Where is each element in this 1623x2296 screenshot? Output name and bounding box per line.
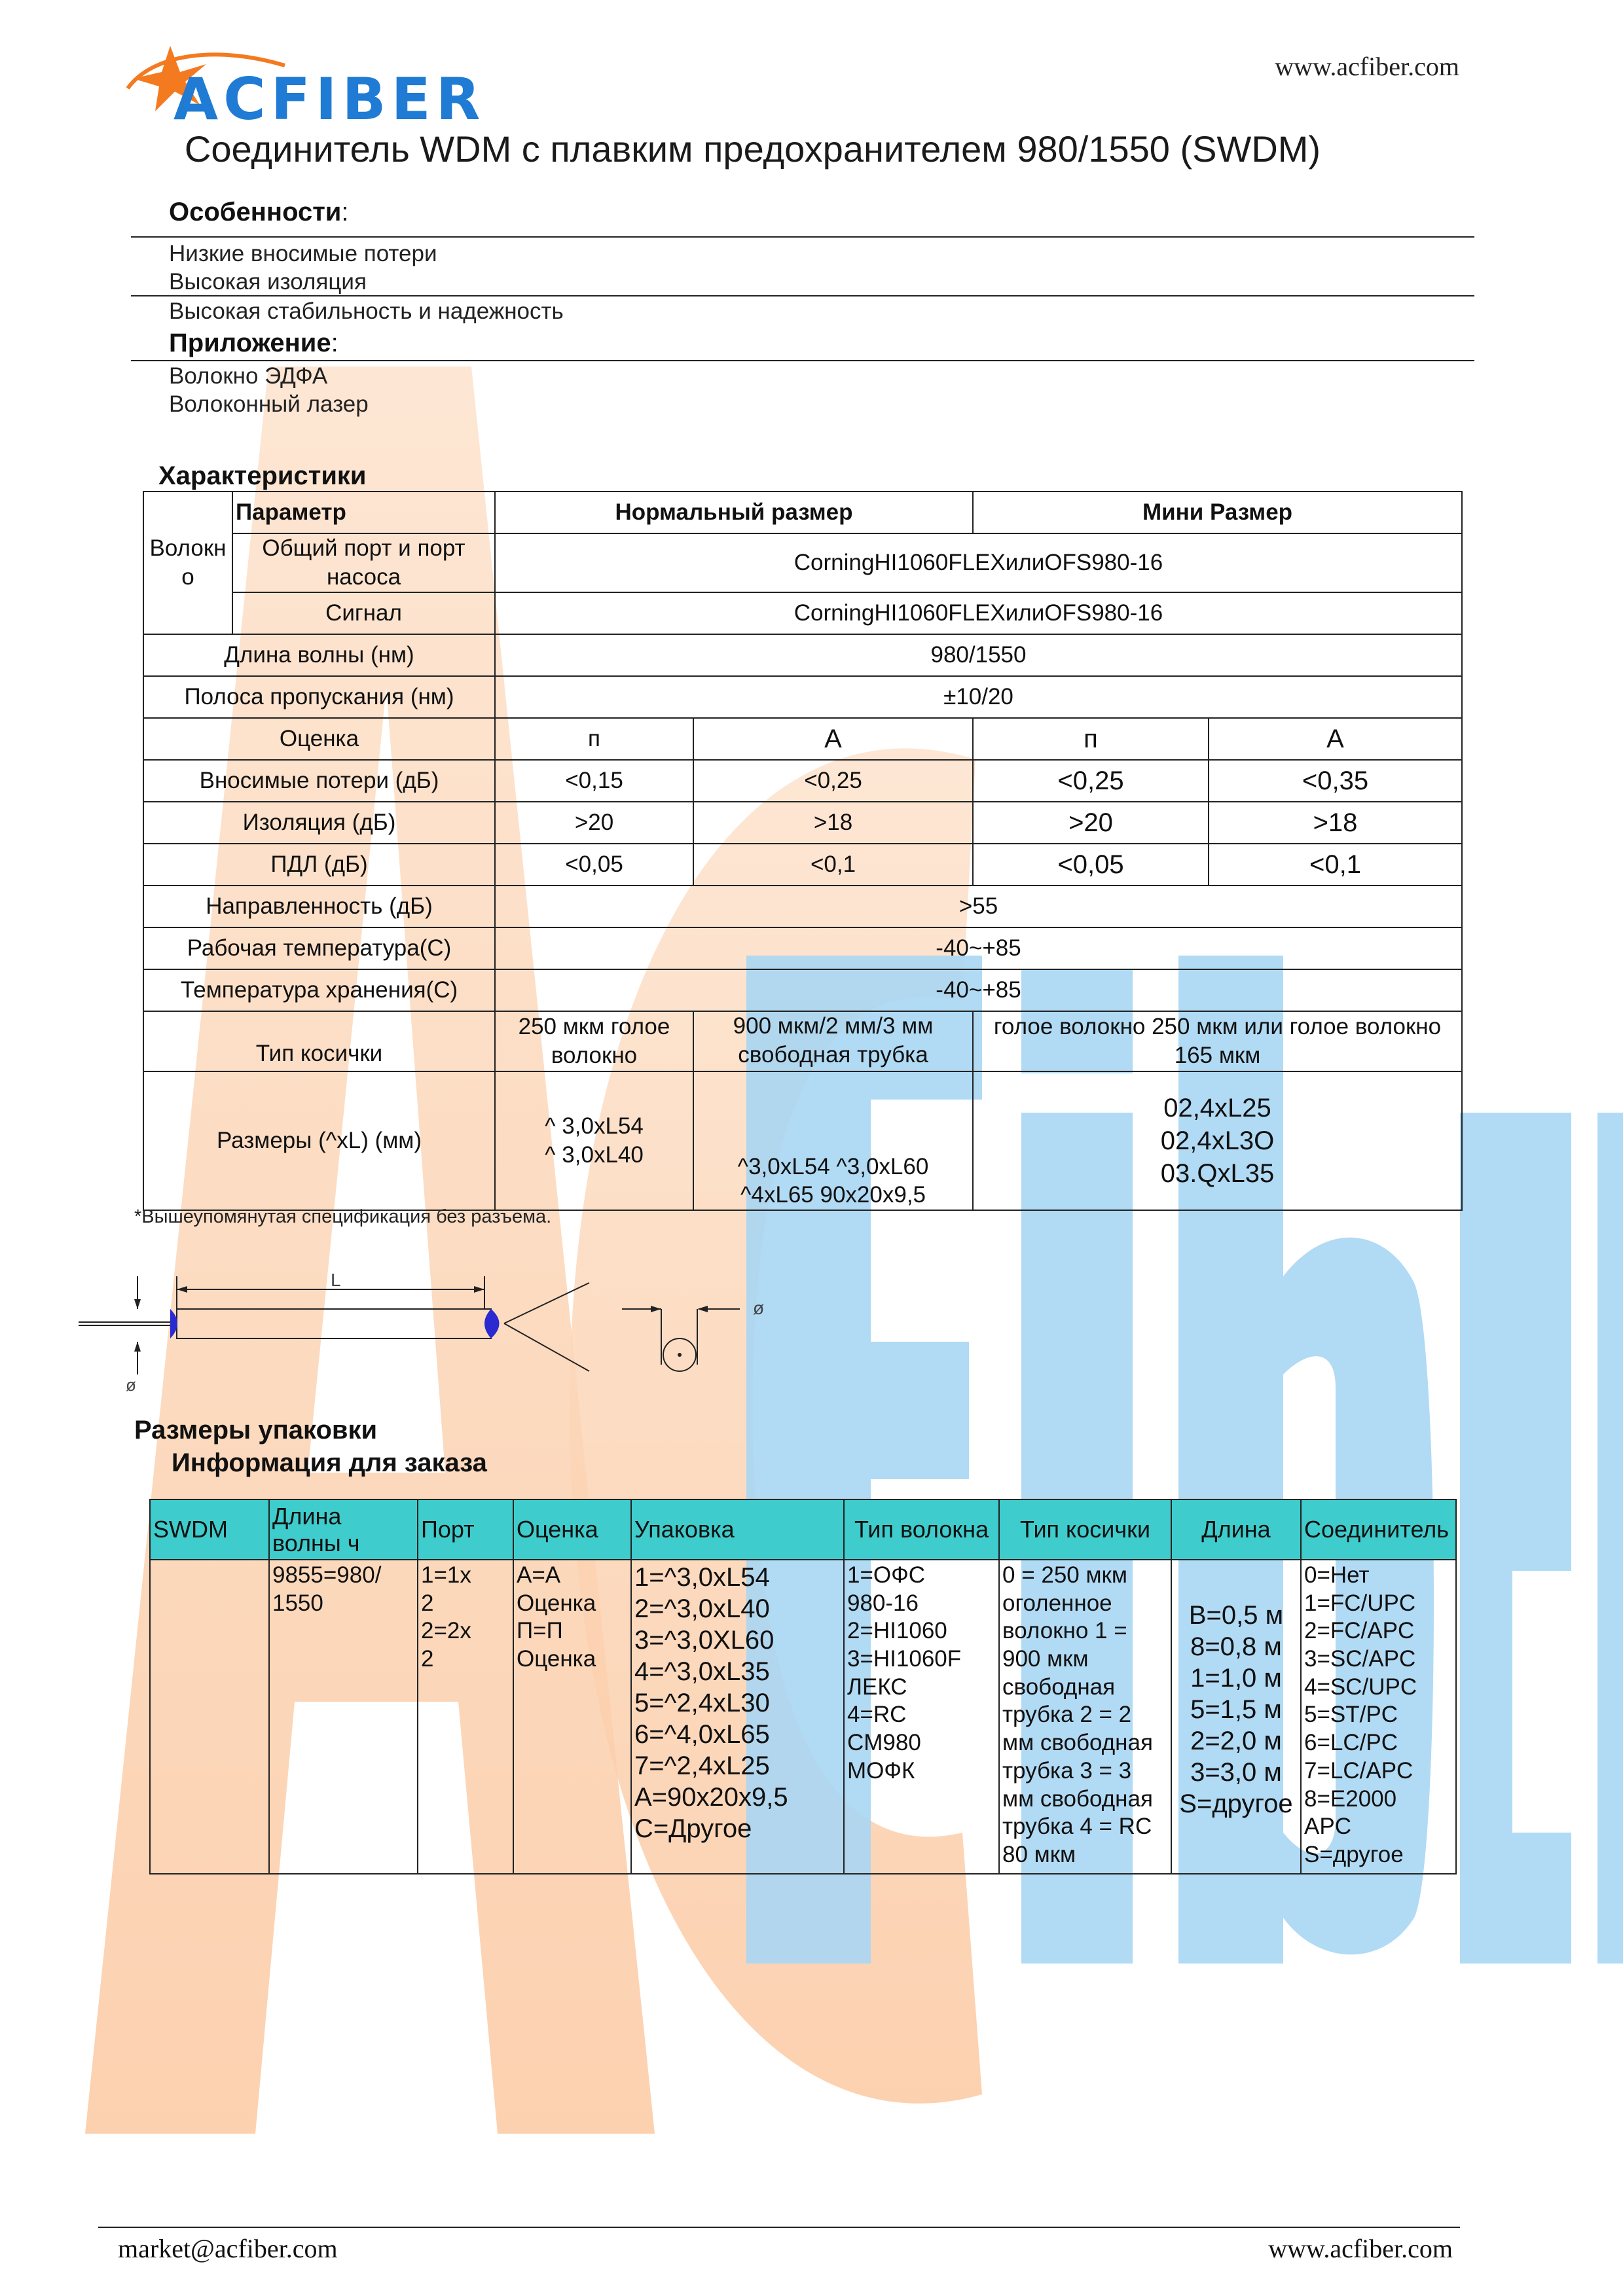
option-line: 1550 xyxy=(272,1590,323,1616)
order-header-port: Порт xyxy=(418,1499,513,1560)
option-line: мм свободная xyxy=(1002,1730,1153,1756)
insertion-loss-value: <0,25 xyxy=(973,760,1209,802)
option-line: 3=^3,0XL60 xyxy=(634,1626,775,1655)
order-header-package: Упаковка xyxy=(631,1499,844,1560)
option-line: волокно 1 = xyxy=(1002,1618,1127,1644)
option-line: А=90x20x9,5 xyxy=(634,1783,788,1812)
order-header-pigtail-type: Тип косички xyxy=(999,1499,1171,1560)
insertion-loss-label: Вносимые потери (дБ) xyxy=(143,760,495,802)
option-line: 7=LC/APC xyxy=(1304,1757,1413,1784)
pigtail-value: 900 мкм/2 мм/3 мм свободная трубка xyxy=(693,1011,973,1071)
order-connector-options xyxy=(1301,1560,1456,1874)
option-line: 8=E2000 xyxy=(1304,1785,1397,1812)
option-line: 0 = 250 мкм xyxy=(1002,1562,1127,1588)
spec-table xyxy=(143,491,1463,1211)
feature-item: Низкие вносимые потери xyxy=(169,241,437,266)
pdl-value: <0,1 xyxy=(1209,844,1462,886)
application-item: Волоконный лазер xyxy=(169,391,369,417)
pdl-value: <0,05 xyxy=(495,844,693,886)
spec-heading: Характеристики xyxy=(158,461,367,490)
signal-label: Сигнал xyxy=(232,592,495,634)
isolation-label: Изоляция (дБ) xyxy=(143,802,495,844)
spec-note: *Вышеупомянутая спецификация без разъема. xyxy=(134,1206,552,1227)
option-line: свободная xyxy=(1002,1674,1116,1700)
option-line: 2=^3,0xL40 xyxy=(634,1594,770,1623)
dimensions-value xyxy=(693,1071,973,1210)
grade-label: Оценка xyxy=(143,718,495,760)
option-line: 1=^3,0xL54 xyxy=(634,1563,770,1592)
option-line: CM980 xyxy=(847,1730,921,1756)
grade-value: п xyxy=(973,718,1209,760)
wavelength-label: Длина волны (нм) xyxy=(143,634,495,676)
package-heading: Размеры упаковки xyxy=(134,1416,378,1444)
option-line: 2 xyxy=(421,1646,434,1672)
fiber-label: Волокно xyxy=(143,492,232,634)
option-line: S=другое xyxy=(1179,1789,1293,1818)
order-port-options xyxy=(418,1560,513,1874)
option-line: трубка 3 = 3 xyxy=(1002,1757,1132,1784)
option-line: 6=LC/PC xyxy=(1304,1730,1398,1756)
option-line: 900 мкм xyxy=(1002,1646,1089,1672)
dimensions-value xyxy=(973,1071,1462,1210)
order-header-length: Длина xyxy=(1171,1499,1301,1560)
footer-website[interactable]: www.acfiber.com xyxy=(1268,2234,1453,2263)
coupler-dimension-diagram xyxy=(72,1250,825,1394)
option-line: 2=2,0 м xyxy=(1190,1727,1282,1755)
dimensions-label: Размеры (^xL) (мм) xyxy=(143,1071,495,1210)
dimension-line: 03.QxL35 xyxy=(1160,1159,1275,1188)
operating-temp-value: -40~+85 xyxy=(495,927,1462,969)
bandwidth-label: Полоса пропускания (нм) xyxy=(143,676,495,718)
normal-size-header: Нормальный размер xyxy=(495,492,973,533)
option-line: 2=2x xyxy=(421,1618,471,1644)
ordering-table xyxy=(149,1499,1457,1874)
grade-value: А xyxy=(693,718,973,760)
dimension-line: 02,4xL3O xyxy=(1160,1126,1275,1155)
footer-email[interactable]: market@acfiber.com xyxy=(118,2234,338,2263)
application-heading: Приложение: xyxy=(169,329,338,357)
directivity-value: >55 xyxy=(495,886,1462,927)
option-line: трубка 2 = 2 xyxy=(1002,1702,1132,1728)
common-port-value: CorningHI1060FLEXилиOFS980-16 xyxy=(495,533,1462,592)
isolation-value: >18 xyxy=(1209,802,1462,844)
dimension-line: 02,4xL25 xyxy=(1163,1094,1271,1122)
logo-text: ACFIBER xyxy=(173,65,486,133)
option-line: 1=1x xyxy=(421,1562,471,1588)
option-line: 4=^3,0xL35 xyxy=(634,1657,770,1686)
option-line: 4=SC/UPC xyxy=(1304,1674,1417,1700)
dimension-line: ^4xL65 90x20x9,5 xyxy=(740,1182,926,1208)
bandwidth-value: ±10/20 xyxy=(495,676,1462,718)
storage-temp-label: Температура хранения(C) xyxy=(143,969,495,1011)
option-line: А=А xyxy=(517,1562,561,1588)
divider xyxy=(131,295,1474,296)
wavelength-value: 980/1550 xyxy=(495,634,1462,676)
option-line: 3=HI1060F xyxy=(847,1646,962,1672)
option-line: 7=^2,4xL25 xyxy=(634,1751,770,1780)
order-header-swdm: SWDM xyxy=(150,1499,269,1560)
page-title: Соединитель WDM с плавким предохранителем 980/1550 (SWDM) xyxy=(184,128,1321,170)
option-line: 5=1,5 м xyxy=(1190,1695,1282,1724)
option-line: П=П xyxy=(517,1618,563,1644)
option-line: С=Другое xyxy=(634,1814,752,1843)
insertion-loss-value: <0,35 xyxy=(1209,760,1462,802)
pdl-value: <0,05 xyxy=(973,844,1209,886)
divider xyxy=(131,236,1474,238)
option-line: Оценка xyxy=(517,1646,596,1672)
option-line: 2=HI1060 xyxy=(847,1618,947,1644)
length-label: L xyxy=(331,1270,341,1290)
dimensions-value xyxy=(495,1071,693,1210)
insertion-loss-value: <0,25 xyxy=(693,760,973,802)
order-grade-options xyxy=(513,1560,631,1874)
isolation-value: >18 xyxy=(693,802,973,844)
option-line: 0=Нет xyxy=(1304,1562,1370,1588)
dimension-line: ^3,0xL54 ^3,0xL60 xyxy=(737,1153,929,1179)
ordering-heading: Информация для заказа xyxy=(172,1448,487,1477)
option-line: Оценка xyxy=(517,1590,596,1616)
common-port-label: Общий порт и порт насоса xyxy=(232,533,495,592)
option-line: 1=ОФС xyxy=(847,1562,926,1588)
option-line: 2 xyxy=(421,1590,434,1616)
feature-item: Высокая стабильность и надежность xyxy=(169,298,564,324)
option-line: S=другое xyxy=(1304,1841,1404,1867)
option-line: 3=SC/APC xyxy=(1304,1646,1416,1672)
order-package-options xyxy=(631,1560,844,1874)
insertion-loss-value: <0,15 xyxy=(495,760,693,802)
order-length-options xyxy=(1171,1560,1301,1874)
grade-value: п xyxy=(495,718,693,760)
operating-temp-label: Рабочая температура(C) xyxy=(143,927,495,969)
order-header-wavelength: Длина волны ч xyxy=(269,1499,418,1560)
option-line: 5=^2,4xL30 xyxy=(634,1689,770,1717)
option-line: 1=FC/UPC xyxy=(1304,1590,1416,1616)
storage-temp-value: -40~+85 xyxy=(495,969,1462,1011)
option-line: 5=ST/PC xyxy=(1304,1702,1398,1728)
order-fiber-options xyxy=(844,1560,999,1874)
option-line: ЛЕКС xyxy=(847,1674,907,1700)
divider xyxy=(131,360,1474,361)
option-line: оголенное xyxy=(1002,1590,1112,1616)
order-header-connector: Соединитель xyxy=(1301,1499,1456,1560)
order-wavelength-options xyxy=(269,1560,418,1874)
header-website[interactable]: www.acfiber.com xyxy=(1275,52,1459,81)
option-line: 9855=980/ xyxy=(272,1562,382,1588)
option-line: В=0,5 м xyxy=(1188,1601,1284,1630)
option-line: МОФК xyxy=(847,1757,915,1784)
features-heading: Особенности: xyxy=(169,198,349,226)
isolation-value: >20 xyxy=(973,802,1209,844)
param-header: Параметр xyxy=(232,492,495,533)
order-header-fiber-type: Тип волокна xyxy=(844,1499,999,1560)
pigtail-value: голое волокно 250 мкм или голое волокно 165 мкм xyxy=(973,1011,1462,1071)
pigtail-label: Тип косички xyxy=(143,1011,495,1071)
option-line: трубка 4 = RC xyxy=(1002,1814,1152,1840)
isolation-value: >20 xyxy=(495,802,693,844)
feature-item: Высокая изоляция xyxy=(169,269,367,295)
option-line: 1=1,0 м xyxy=(1190,1664,1282,1693)
option-line: 6=^4,0xL65 xyxy=(634,1720,770,1749)
footer-divider xyxy=(98,2227,1460,2228)
option-line: 3=3,0 м xyxy=(1190,1758,1282,1787)
signal-value: CorningHI1060FLEXилиOFS980-16 xyxy=(495,592,1462,634)
option-line: 4=RC xyxy=(847,1702,907,1728)
option-line: 8=0,8 м xyxy=(1190,1632,1282,1661)
option-line: 2=FC/APC xyxy=(1304,1618,1415,1644)
option-line: APC xyxy=(1304,1814,1351,1840)
pdl-label: ПДЛ (дБ) xyxy=(143,844,495,886)
dimension-line: ^ 3,0xL54 xyxy=(545,1113,644,1139)
option-line: 980-16 xyxy=(847,1590,919,1616)
pigtail-value: 250 мкм голое волокно xyxy=(495,1011,693,1071)
order-swdm-cell xyxy=(150,1560,269,1874)
diameter-label: ø xyxy=(753,1298,765,1318)
application-item: Волокно ЭДФА xyxy=(169,363,328,389)
order-pigtail-options xyxy=(999,1560,1171,1874)
option-line: мм свободная xyxy=(1002,1785,1153,1812)
pdl-value: <0,1 xyxy=(693,844,973,886)
directivity-label: Направленность (дБ) xyxy=(143,886,495,927)
diameter-label-2: ø xyxy=(126,1375,136,1394)
dimension-line: ^ 3,0xL40 xyxy=(545,1142,644,1168)
grade-value: А xyxy=(1209,718,1462,760)
option-line: 80 мкм xyxy=(1002,1841,1076,1867)
order-header-grade: Оценка xyxy=(513,1499,631,1560)
mini-size-header: Мини Размер xyxy=(973,492,1462,533)
